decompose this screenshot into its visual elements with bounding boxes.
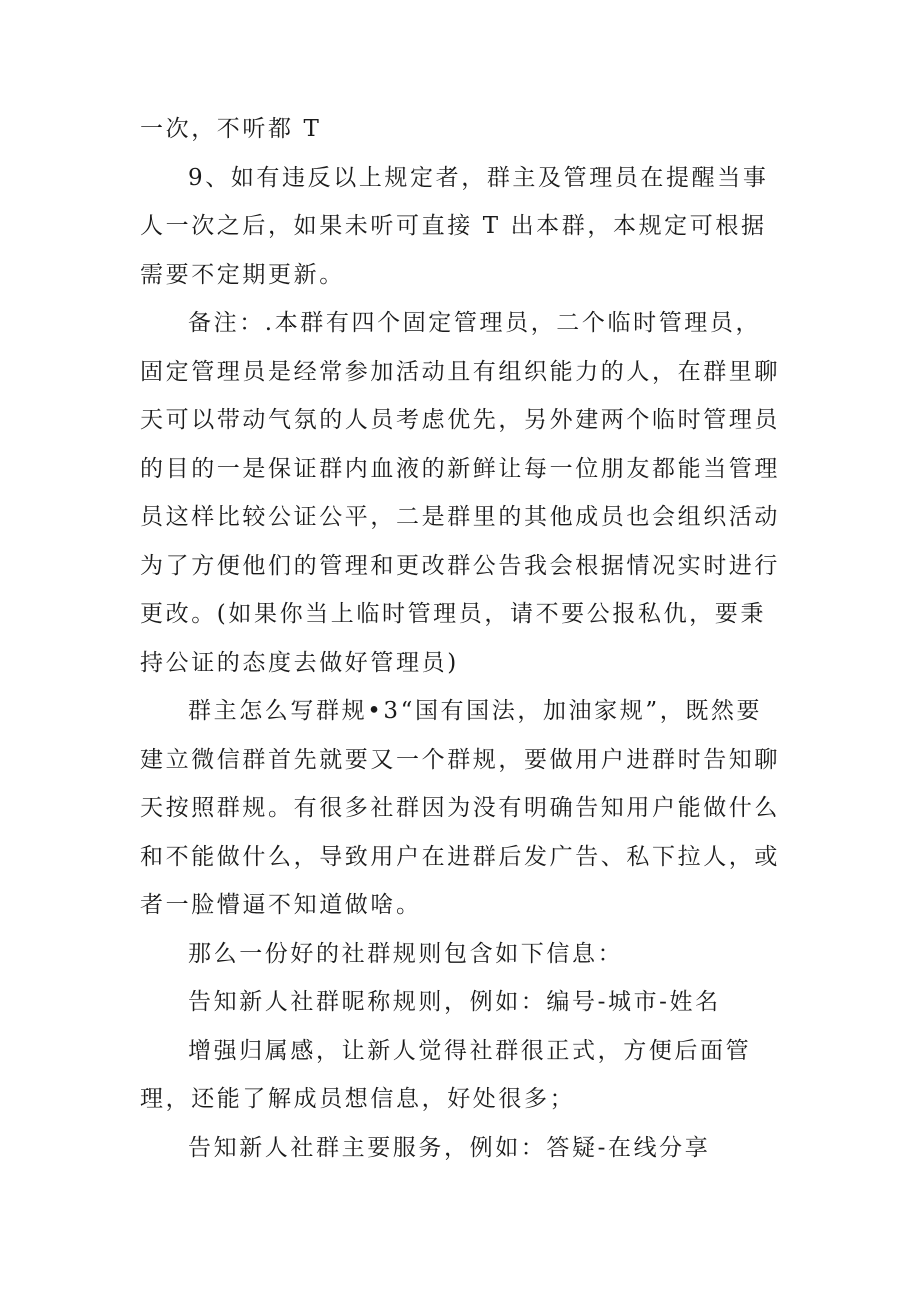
paragraph-good-rules-intro: 那么一份好的社群规则包含如下信息： [188, 940, 624, 967]
paragraph-main-services: 告知新人社群主要服务，例如：答疑-在线分享 [188, 1134, 711, 1161]
document-body [140, 105, 780, 1172]
paragraph-belonging: 增强归属感，让新人觉得社群很正式，方便后面管理，还能了解成员想信息，好处很多； [140, 1037, 752, 1112]
paragraph-nickname-rule: 告知新人社群昵称规则，例如：编号-城市-姓名 [188, 989, 721, 1015]
paragraph-how-to-write-rules: 群主怎么写群规•3“国有国法，加油家规”，既然要建立微信群首先就要又一个群规，要做用户进群时告知聊天按照群规。有很多社群因为没有明确告知用户能做什么和不能做什么，导致用户在进群后发广告、私下拉人，或者一脸懵逼不知道做啥。 [140, 698, 780, 918]
paragraph-remarks: 备注：.本群有四个固定管理员，二个临时管理员，固定管理员是经常参加活动且有组织能力的人，在群里聊天可以带动气氛的人员考虑优先，另外建两个临时管理员的目的一是保证群内血液的新鲜让每一位朋友都能当管理员这样比较公证公平，二是群里的其他成员也会组织活动为了方便他们的管理和更改群公告我会根据情况实时进行更改。(如果你当上临时管理员，请不要公报私仇，要秉持公证的态度去做好管理员) [140, 310, 780, 676]
paragraph-rule-9: 9、如有违反以上规定者，群主及管理员在提醒当事人一次之后，如果未听可直接 T 出本群，本规定可根据需要不定期更新。 [140, 164, 769, 288]
paragraph-continuation: 一次，不听都 T [140, 116, 322, 142]
